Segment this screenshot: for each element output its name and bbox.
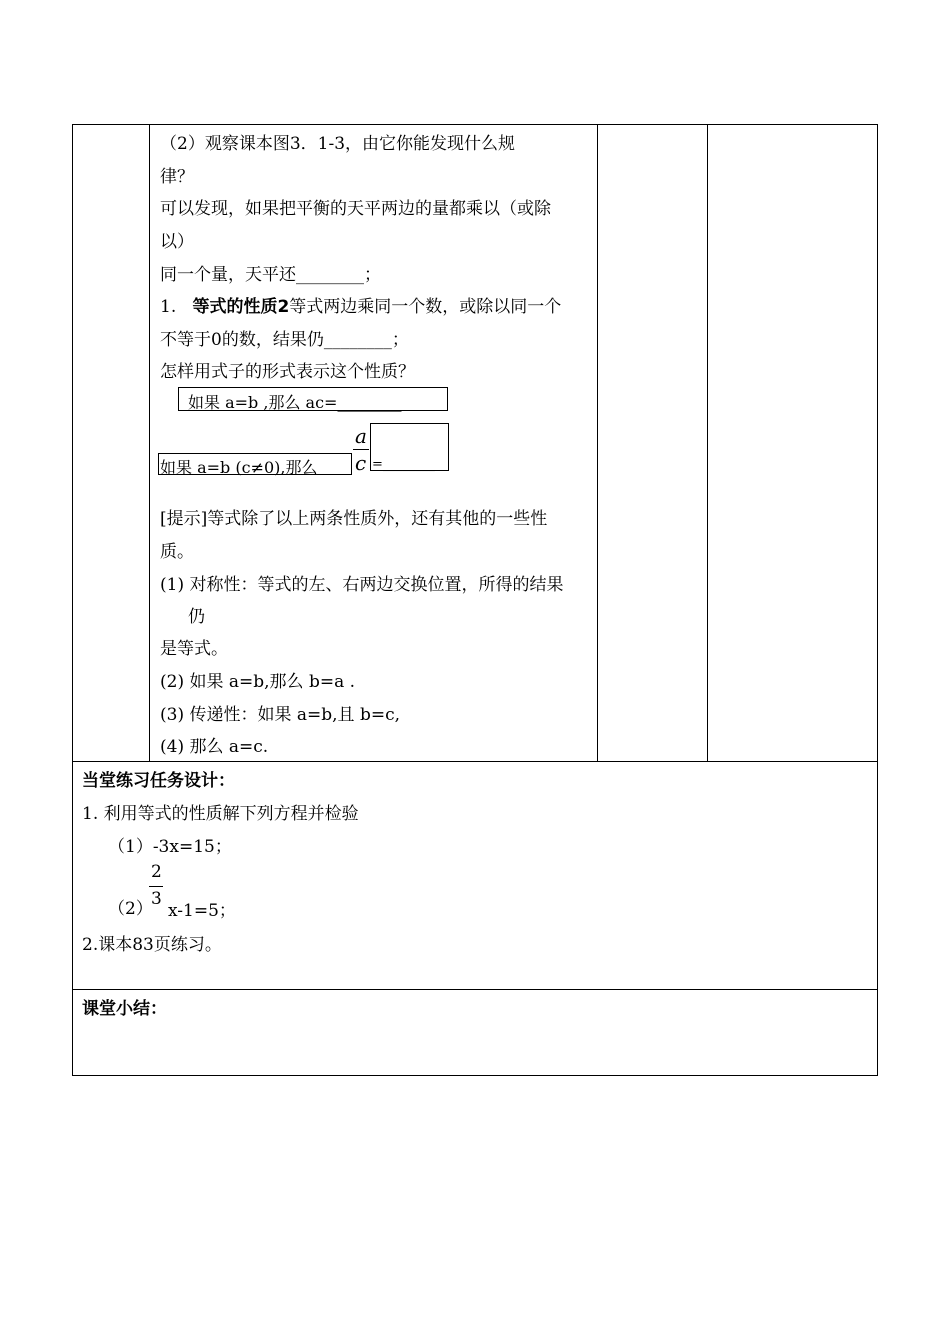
text-observe-line1: （2）观察课本图3．1-3，由它你能发现什么规 [160,134,516,154]
practice-fraction-numerator: 2 [151,862,162,882]
text-discover-line3: 同一个量，天平还________； [160,265,381,285]
practice-q2: 2.课本83页练习。 [82,935,222,955]
property2-text: 等式两边乘同一个数，或除以同一个 [289,297,562,317]
property2-prefix: 1. [160,297,177,317]
practice-q1b-rest: x-1=5； [168,901,236,921]
hint-line1: [提示]等式除了以上两条性质外，还有其他的一些性 [160,509,548,529]
fraction-denominator-c: c [355,451,367,475]
symmetry-line2: 仍 [188,607,205,627]
hint-line2: 质。 [160,542,194,562]
formula-multiply-text: 如果 a=b ,那么 ac=________ [188,393,402,412]
practice-q1: 1. 利用等式的性质解下列方程并检验 [82,804,359,824]
row-divider-summary [72,989,878,990]
column-divider-2 [597,124,598,762]
table-top-border [72,124,878,125]
text-discover-line1: 可以发现，如果把平衡的天平两边的量都乘以（或除 [160,199,551,219]
property2-line [160,292,561,317]
property2-title: 等式的性质2 [192,297,290,317]
symmetry-line1: (1) 对称性：等式的左、右两边交换位置，所得的结果 [160,575,564,595]
practice-heading: 当堂练习任务设计： [82,771,235,791]
symmetry-line3: 是等式。 [160,639,228,659]
formula-divide-tail: =________ [372,457,435,472]
table-left-border [72,124,73,1076]
item-2: (2) 如果 a=b,那么 b=a . [160,672,356,692]
fraction-bar [353,449,369,450]
summary-heading: 课堂小结： [82,999,167,1019]
text-discover-line2: 以） [160,232,194,252]
table-right-border [877,124,878,1076]
practice-fraction-bar [149,886,163,887]
column-divider-1 [149,124,150,762]
fraction-numerator-a: a [355,424,367,448]
practice-q1b-prefix: （2） [108,899,153,919]
property2-line2: 不等于0的数，结果仍________； [160,330,409,350]
column-divider-3 [707,124,708,762]
row-divider-practice [72,761,878,762]
practice-fraction-denominator: 3 [151,889,162,909]
item-4: (4) 那么 a=c. [160,737,269,757]
table-bottom-border [72,1075,878,1076]
item-3: (3) 传递性：如果 a=b,且 b=c, [160,705,401,725]
text-observe-line2: 律？ [160,167,194,187]
practice-q1a: （1）-3x=15； [108,837,232,857]
question-text: 怎样用式子的形式表示这个性质？ [160,362,415,382]
formula-divide-text: 如果 a=b (c≠0),那么 [160,458,318,477]
